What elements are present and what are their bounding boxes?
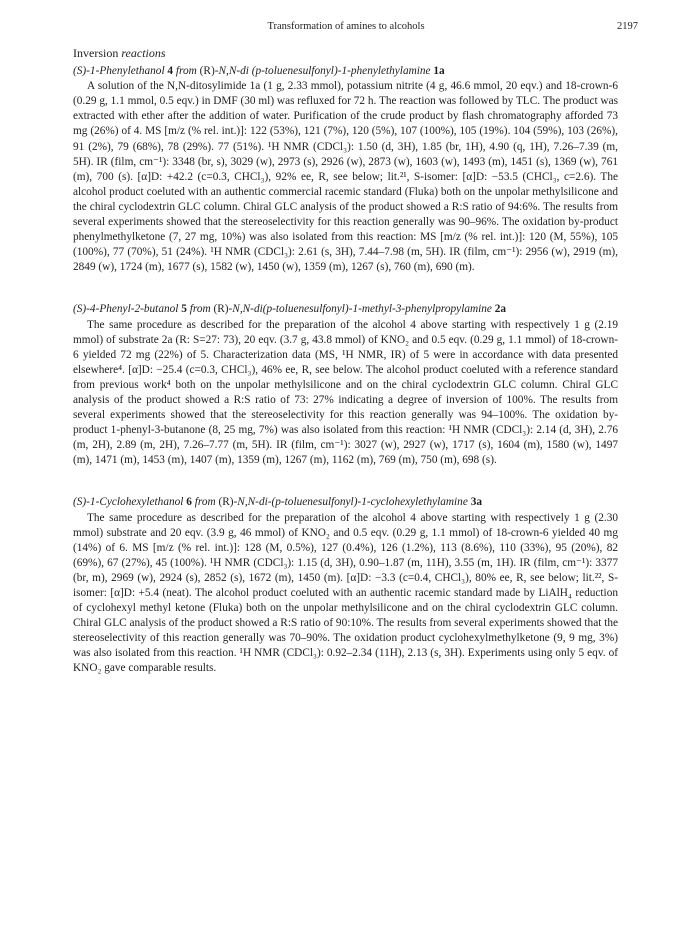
procedure-3-title bbox=[73, 495, 618, 510]
section-heading bbox=[73, 46, 618, 61]
compound-number: 4 bbox=[167, 65, 174, 78]
stereo-descriptor: (R) bbox=[218, 496, 234, 509]
title-part: from bbox=[173, 65, 200, 78]
section-heading-main: Inversion bbox=[73, 46, 122, 60]
section-spacer bbox=[73, 468, 618, 495]
title-part: -N,N-di (p-toluenesulfonyl)-1-phenylethylamine bbox=[214, 65, 434, 78]
title-part: (S)-1-Cyclohexylethanol bbox=[73, 496, 187, 509]
procedure-1 bbox=[73, 64, 618, 275]
section-spacer bbox=[73, 275, 618, 302]
title-part: -N,N-di-(p-toluenesulfonyl)-1-cyclohexylethylamine bbox=[233, 496, 471, 509]
procedure-2 bbox=[73, 302, 618, 468]
title-part: from bbox=[191, 496, 219, 509]
stereo-descriptor: (R) bbox=[199, 65, 215, 78]
compound-number: 6 bbox=[186, 496, 192, 509]
compound-number: 2a bbox=[494, 303, 507, 316]
procedure-3 bbox=[73, 495, 618, 676]
title-part: from bbox=[186, 303, 214, 316]
running-title: Transformation of amines to alcohols bbox=[267, 21, 425, 32]
compound-number: 5 bbox=[181, 303, 187, 316]
procedure-2-text: The same procedure as described for the preparation of the alcohol 4 above starting with respectively 1 g (2.19 mmol) of substrate 2a (R: S=27: 73), 20 eqv. (3.7 g, 43.8 mmol) of KNO₂ and 0.5 eqv. (0.29 g, 1.1 mmol) of 18-crown-6 yielded 72 mg (22%) of 5. Characterization data (MS, ¹H NMR, IR) of 5 were in accordance with data presented elsewhere⁴. [α]D: −25.4 (c=0.3, CHCl₃), 46% ee, R, see below. The alcohol product coeluted with a reference standard from previous work⁴ both on the unpolar methylsilicone and on the chiral cyclodextrin GLC column. Chiral GLC analysis of the product showed a R:S ratio of 73: 27% indicating a degree of inversion of 100%. The results from several experiments showed that the stereoselectivity for this reaction generally was 94–100%. The oxidation by-product 1-phenyl-3-butanone (8, 25 mg, 7%) was also isolated from this reaction: ¹H NMR (CDCl₃): 2.14 (d, 3H), 2.76 (m, 2H), 2.89 (m, 2H), 7.26–7.77 (m, 5H). IR (film, cm⁻¹): 3027 (w), 2927 (w), 1717 (s), 1604 (m), 1580 (w), 1497 (m), 1471 (m), 1453 (m), 1407 (m), 1359 (m), 1267 (m), 1162 (m), 769 (m), 750 (m), 698 (s). bbox=[73, 318, 618, 467]
procedure-1-title bbox=[73, 64, 618, 79]
article-body bbox=[73, 46, 618, 677]
procedure-2-title bbox=[73, 302, 618, 317]
compound-number: 1a bbox=[433, 65, 445, 78]
title-part: -N,N-di(p-toluenesulfonyl)-1-methyl-3-phenylpropylamine bbox=[228, 303, 495, 316]
procedure-1-text: A solution of the N,N-ditosylimide 1a (1 g, 2.33 mmol), potassium nitrite (4 g, 46.6 mmol, 20 eqv.) and 18-crown-6 (0.29 g, 1.1 mmol, 0.5 eqv.) in DMF (30 ml) was refluxed for 72 h. The reaction was followed by TLC. The product was extracted with ether after the addition of water. Purification of the crude product by flash chromatography afforded 73 mg (26%) of 4. MS [m/z (% rel. int.)]: 122 (53%), 121 (7%), 120 (5%), 107 (100%), 105 (19%). 104 (59%), 103 (26%), 91 (2%), 79 (68%), 78 (29%). 77 (51%). ¹H NMR (CDCl₃): 1.50 (d, 3H), 1.85 (br, 1H), 4.90 (q, 1H), 7.26–7.39 (m, 5H). IR (film, cm⁻¹): 3348 (br, s), 3029 (w), 2973 (s), 2926 (w), 2873 (w), 1603 (w), 1493 (m), 1451 (s), 1369 (w), 761 (m), 700 (s). [α]D: +42.2 (c=0.3, CHCl₃), 92% ee, R, see below; lit.²¹, S-isomer: [α]D: −53.5 (CHCl₃, c=2.6). The alcohol product coeluted with an authentic commercial racemic standard (Fluka) both on the unpolar methylsilicone and the chiral cyclodextrin GLC column. Chiral GLC analysis of the product showed a R:S ratio of 94:6%. The results from several experiments showed that the stereoselectivity for this reaction generally was 90–96%. The oxidation by-product phenylmethylketone (7, 27 mg, 10%) was also isolated from this reaction: MS [m/z (% rel. int.)]: 120 (M, 55%), 105 (100%), 77 (70%), 51 (24%). ¹H NMR (CDCl₃): 2.61 (s, 3H), 7.44–7.98 (m, 5H). IR (film, cm⁻¹): 2956 (w), 2919 (m), 2849 (w), 1724 (m), 1677 (s), 1582 (w), 1450 (w), 1359 (m), 1267 (s), 760 (m), 690 (m). bbox=[73, 80, 618, 274]
section-heading-italic: reactions bbox=[121, 46, 166, 60]
compound-number: 3a bbox=[470, 496, 482, 509]
page-number: 2197 bbox=[617, 21, 638, 32]
title-part: (S)-4-Phenyl-2-butanol bbox=[73, 303, 182, 316]
stereo-descriptor: (R) bbox=[213, 303, 229, 316]
title-part: (S)-1-Phenylethanol bbox=[73, 65, 168, 78]
procedure-3-text: The same procedure as described for the preparation of the alcohol 4 above starting with respectively 1 g (2.30 mmol) substrate and 20 eqv. (3.9 g, 46 mmol) of KNO₂ and 0.5 eqv. (0.29 g, 1.1 mmol) of 18-crown-6 yielded 40 mg (14%) of 6. MS [m/z (% rel. int.)]: 128 (M, 0.5%), 127 (0.4%), 126 (1.2%), 113 (8.6%), 110 (33%), 95 (20%), 82 (69%), 67 (27%), 45 (100%). ¹H NMR (CDCl₃): 1.15 (d, 3H), 0.90–1.87 (m, 11H), 3.55 (m, 1H). IR (film, cm⁻¹): 3377 (br, m), 2969 (w), 2924 (s), 2852 (s), 1672 (m), 1450 (m). [α]D: −3.3 (c=0.4, CHCl₃), 80% ee, R, see below; lit.²², S-isomer: [α]D: +5.4 (neat). The alcohol product coeluted with an authentic racemic standard made by LiAlH₄ reduction of cyclohexyl methyl ketone (Fluka) both on the unpolar methylsilicone and on the chiral cyclodextrin GLC column. Chiral GLC analysis of the product showed a R:S ratio of 90:10%. The results from several experiments showed that the stereoselectivity of this reaction generally was 70–90%. The oxidation product cyclohexylmethylketone (9, 9 mg, 3%) was also isolated from this reaction. ¹H NMR (CDCl₃): 0.92–2.34 (11H), 2.13 (s, 3H). Experiments using only 5 eqv. of KNO₂ gave comparable results. bbox=[73, 511, 618, 675]
